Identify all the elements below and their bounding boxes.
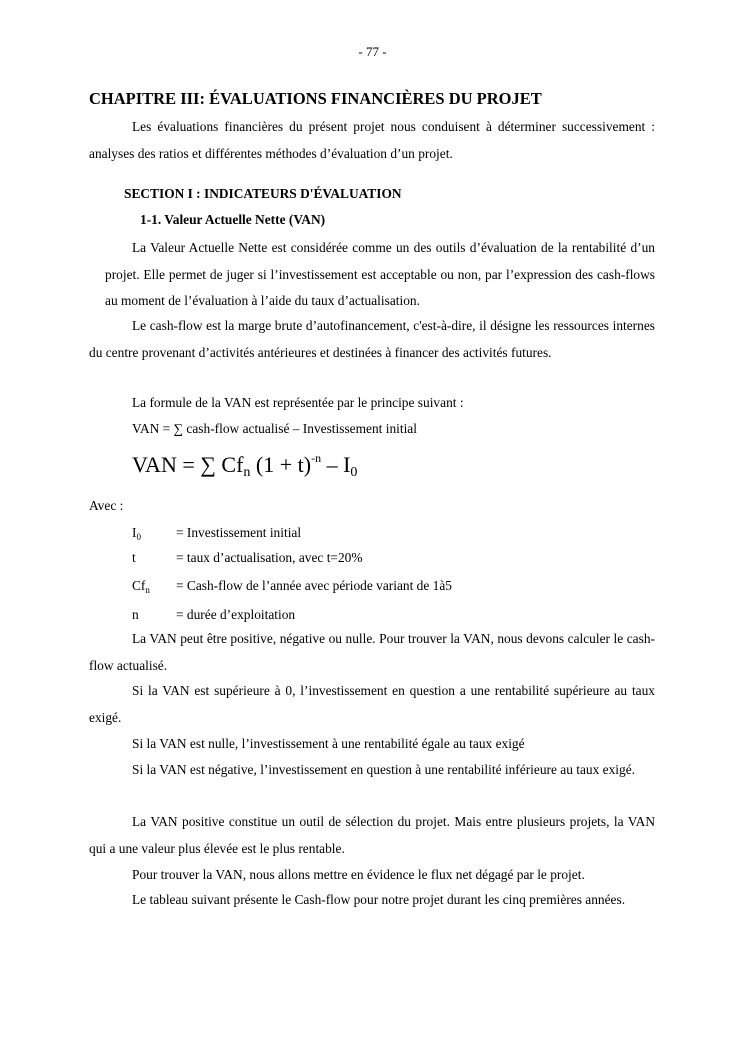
formula-mid: (1 + t) [250,452,312,477]
formula-sup: -n [311,451,322,465]
van-positive-paragraph: Si la VAN est supérieure à 0, l’investissement en question a une rentabilité supérieure au taux exigé. [89,683,655,725]
van-negative-paragraph: Si la VAN est négative, l’investissement en question à une rentabilité inférieure au taux exigé. [132,762,635,777]
formula-minus: – I [321,452,351,477]
intro-paragraph: Les évaluations financières du présent projet nous conduisent à déterminer successivement : analyses des ratios et différentes méthodes d’évaluation d’un projet. [89,119,655,161]
flux-line: Pour trouver la VAN, nous allons mettre en évidence le flux net dégagé par le projet. [132,867,585,882]
definition-symbol: $Cf_n$ [132,578,150,595]
van-selection-paragraph: La VAN positive constitue un outil de sélection du projet. Mais entre plusieurs projets, la VAN qui a une valeur plus élevée est le plus rentable. [89,814,655,856]
chapter-title: CHAPITRE III: ÉVALUATIONS FINANCIÈRES DU PROJET [89,89,542,108]
definition-text: = Cash-flow de l’année avec période variant de 1à5 [176,578,452,593]
definition-text: = Investissement initial [176,525,302,540]
section-title: SECTION I : INDICATEURS D'ÉVALUATION [124,186,402,201]
van-null-line: Si la VAN est nulle, l’investissement à une rentabilité égale au taux exigé [132,736,525,751]
formula-lhs: VAN = ∑ Cf [132,452,244,477]
formula-sub-0: 0 [350,465,358,480]
avec-label: Avec : [89,498,124,513]
formula-sub-n: n [243,465,251,480]
cashflow-paragraph: Le cash-flow est la marge brute d’autofinancement, c'est-à-dire, il désigne les ressources internes du centre provenant d’activités antérieures et destinées à financer des activités futures. [89,318,655,360]
definition-symbol: t [132,550,136,565]
van-sign-paragraph: La VAN peut être positive, négative ou nulle. Pour trouver la VAN, nous devons calculer le cash-flow actualisé. [89,631,655,673]
van-formula [132,451,357,481]
definition-symbol: n [132,607,139,622]
definition-text: = taux d’actualisation, avec t=20% [176,550,363,565]
formula-intro-line: La formule de la VAN est représentée par le principe suivant : [132,395,464,410]
definition-text: = durée d’exploitation [176,607,296,622]
van-definition-paragraph: La Valeur Actuelle Nette est considérée comme un des outils d’évaluation de la rentabilité d’un projet. Elle permet de juger si l’investissement est acceptable ou non, par l’expression des cash-flows au moment de l’évaluation à l’aide du taux d’actualisation. [105,240,655,308]
subsection-title: 1-1. Valeur Actuelle Nette (VAN) [140,212,326,227]
formula-text-line: VAN = ∑ cash-flow actualisé – Investissement initial [132,421,417,436]
definition-symbol: $I_0$ [132,525,141,542]
table-intro-paragraph: Le tableau suivant présente le Cash-flow pour notre projet durant les cinq premières années. [132,892,626,907]
page-number: - 77 - [358,44,387,59]
